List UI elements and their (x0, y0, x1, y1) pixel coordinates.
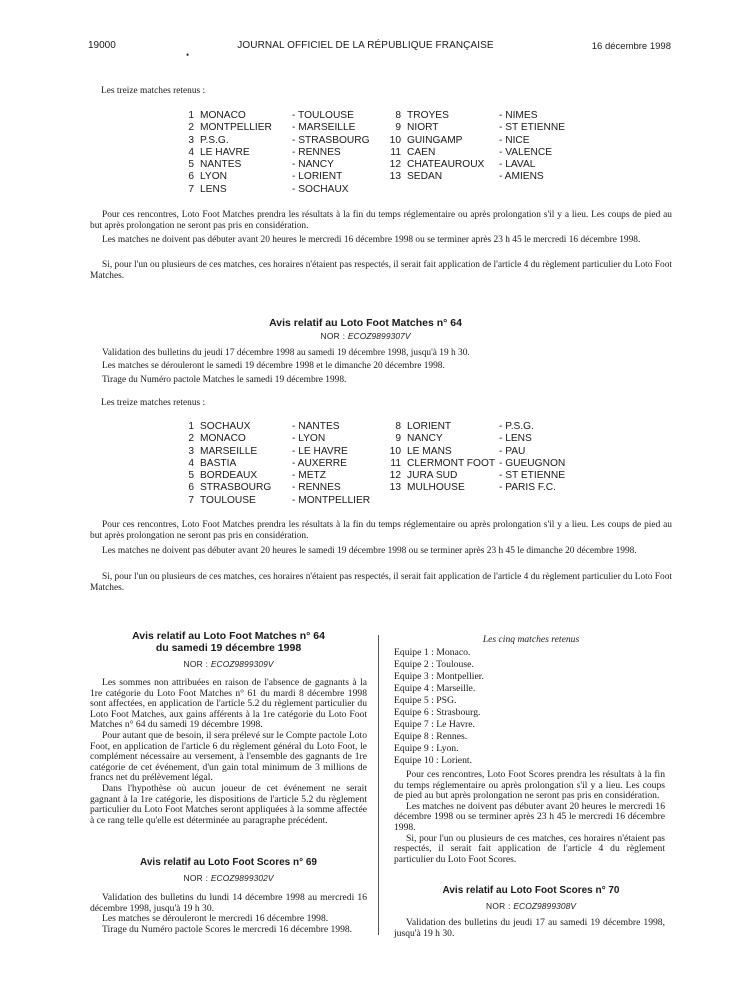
away-team: - LAVAL (499, 159, 536, 171)
away-team: - METZ (292, 470, 326, 482)
left-col-scores-validation: Validation des bulletins du lundi 14 décembre 1998 au mercredi 16 décembre 1998, jusqu'à 19 h 30. (90, 892, 367, 914)
match-number: 3 (188, 134, 194, 146)
match-number: 1 (188, 421, 194, 432)
home-team: LE HAVRE (200, 146, 250, 158)
team-item: Equipe 8 : Rennes. (394, 731, 468, 742)
left-col-title-line-1: Avis relatif au Loto Foot Matches n° 64 (132, 630, 325, 642)
nor-label: NOR : (320, 331, 346, 341)
left-col-scores-draw: Tirage du Numéro pactole Scores le mercredi 16 décembre 1998. (102, 923, 353, 935)
match-row (389, 421, 589, 433)
right-col-heading: Les cinq matches retenus (482, 634, 580, 645)
match-number: 7 (188, 183, 194, 195)
nor-code: ECOZ9899308V (513, 901, 577, 911)
away-team: - LE HAVRE (292, 445, 348, 457)
match-number: 6 (188, 171, 194, 183)
match-number: 10 (389, 445, 401, 457)
home-team: GUINGAMP (407, 134, 463, 146)
left-col-nor-2 (90, 873, 367, 883)
away-team: - SOCHAUX (292, 183, 349, 195)
nor-label: NOR : (183, 873, 209, 883)
match-row (182, 171, 392, 183)
home-team: STRASBOURG (200, 482, 272, 494)
away-team: - PARIS F.C. (499, 482, 556, 494)
away-team: - NIMES (499, 110, 538, 121)
match-row (182, 147, 392, 159)
match-number: 9 (395, 122, 401, 134)
nor-label: NOR : (183, 659, 209, 669)
right-col-para-2: Les matches ne doivent pas débuter avant 20 heures le mercredi 16 décembre 1998 ou se terminer après 23 h 45 le mercredi 16 décembre 1998. (394, 800, 665, 833)
section-b-matches-left (182, 421, 392, 507)
home-team: MULHOUSE (407, 482, 465, 494)
match-number: 1 (188, 110, 194, 121)
team-item: Equipe 6 : Strasbourg. (394, 707, 481, 718)
left-col-para-3: Dans l'hypothèse où aucun joueur de cet événement ne serait gagnant à la 1re catégorie, les dispositions de l'article 5.2 du règlement particulier du Loto Foot Matches seront appliquées à la somme affectée à ce rang telle qu'elle est déterminée au paragraphe précédent. (90, 782, 367, 826)
match-row (182, 184, 392, 196)
home-team: NIORT (407, 122, 439, 134)
away-team: - LENS (499, 433, 532, 445)
section-a-matches-right (389, 110, 589, 184)
left-col-body (90, 678, 367, 826)
right-col-para-3: Si, pour l'un ou plusieurs de ces matches, ces horaires n'étaient pas respectés, il serait fait application de l'article 4 du règlement particulier du Loto Foot Scores. (394, 832, 665, 865)
home-team: CHATEAUROUX (407, 159, 485, 171)
section-b-intro: Les treize matches retenus : (101, 398, 206, 408)
right-col-team-list (394, 647, 664, 767)
home-team: SEDAN (407, 171, 443, 183)
print-dot: • (186, 50, 190, 60)
section-b-nor (0, 331, 731, 341)
team-item: Equipe 4 : Marseille. (394, 683, 476, 694)
home-team: LYON (200, 171, 227, 183)
section-b-para-1: Pour ces rencontres, Loto Foot Matches prendra les résultats à la fin du temps réglementaire ou après prolongation s'il y a lieu. Les coups de pied au but après prolongation ne seront pas pris en considération. (90, 520, 672, 541)
home-team: CAEN (407, 146, 436, 158)
match-row (389, 433, 589, 445)
away-team: - MARSEILLE (292, 122, 356, 134)
away-team: - STRASBOURG (292, 134, 370, 146)
section-b-para-2: Les matches ne doivent pas débuter avant 20 heures le samedi 19 décembre 1998 ou se terminer après 23 h 45 le dimanche 20 décembre 1998. (102, 546, 637, 556)
match-row (182, 122, 392, 134)
match-row (389, 171, 589, 183)
match-number: 8 (395, 110, 401, 121)
match-row (389, 122, 589, 134)
section-a-para-2: Les matches ne doivent pas débuter avant 20 heures le mercredi 16 décembre 1998 ou se terminer après 23 h 45 le mercredi 16 décembre 1998. (102, 235, 641, 245)
right-col-body-2 (394, 918, 665, 939)
match-number: 8 (395, 421, 401, 432)
home-team: MARSEILLE (200, 445, 258, 457)
match-number: 12 (389, 159, 401, 171)
match-number: 13 (389, 171, 401, 183)
left-col-title-2: Avis relatif au Loto Foot Scores n° 69 (140, 857, 317, 868)
section-a-para-1: Pour ces rencontres, Loto Foot Matches prendra les résultats à la fin du temps réglementaire ou après prolongation s'il y a lieu. Les coups de pied au but après prolongation ne seront pas pris en considération. (90, 210, 672, 231)
left-col-title-line-2: du samedi 19 décembre 1998 (155, 642, 302, 654)
left-col-para-2: Pour autant que de besoin, il sera prélevé sur le Compte pactole Loto Foot, en application de l'article 6 du règlement général du Loto Foot, le complément nécessaire au versement, à l'ensemble des gagnants de 1re catégorie de cet événement, d'un gain total minimum de 3 millions de francs net du prélèvement légal. (90, 729, 367, 784)
home-team: MONACO (200, 110, 246, 121)
match-row (182, 470, 392, 482)
away-team: - GUEUGNON (499, 457, 566, 469)
match-number: 11 (390, 146, 401, 158)
away-team: - ST ETIENNE (499, 122, 566, 134)
match-number: 10 (389, 134, 401, 146)
team-item: Equipe 10 : Lorient. (394, 755, 473, 766)
match-row (389, 147, 589, 159)
match-row (182, 446, 392, 458)
home-team: P.S.G. (200, 134, 229, 146)
match-row (389, 110, 589, 122)
match-number: 9 (395, 433, 401, 445)
away-team: - RENNES (292, 146, 341, 158)
section-b-validation: Validation des bulletins du jeudi 17 décembre 1998 au samedi 19 décembre 1998, jusqu'à 19 h 30. (102, 348, 470, 358)
match-number: 2 (188, 122, 194, 134)
match-row (182, 458, 392, 470)
team-item: Equipe 2 : Toulouse. (394, 659, 474, 670)
home-team: MONTPELLIER (200, 122, 272, 134)
journal-title: JOURNAL OFFICIEL DE LA RÉPUBLIQUE FRANÇAISE (237, 40, 494, 51)
away-team: - LORIENT (292, 171, 343, 183)
match-row (182, 110, 392, 122)
match-number: 4 (188, 146, 194, 158)
right-col-body (394, 770, 665, 865)
section-b-dates: Les matches se dérouleront le samedi 19 décembre 1998 et le dimanche 20 décembre 1998. (102, 361, 445, 371)
match-row (389, 458, 589, 470)
match-row (182, 433, 392, 445)
away-team: - ST ETIENNE (499, 470, 566, 482)
nor-label: NOR : (485, 901, 511, 911)
home-team: TOULOUSE (200, 494, 256, 506)
home-team: NANTES (200, 159, 242, 171)
away-team: - NANCY (292, 159, 334, 171)
right-col-nor-2 (390, 901, 672, 911)
page-number: 19000 (88, 40, 116, 51)
away-team: - AUXERRE (292, 457, 347, 469)
away-team: - TOULOUSE (292, 110, 354, 121)
issue-date: 16 décembre 1998 (591, 41, 671, 52)
home-team: LENS (200, 183, 227, 195)
match-row (389, 135, 589, 147)
left-col-title (90, 630, 367, 654)
match-row (182, 421, 392, 433)
away-team: - PAU (499, 445, 526, 457)
match-number: 2 (188, 433, 194, 445)
match-row (389, 482, 589, 494)
section-b-draw: Tirage du Numéro pactole Matches le samedi 19 décembre 1998. (102, 375, 347, 385)
away-team: - LYON (292, 433, 326, 445)
match-number: 13 (389, 482, 401, 494)
home-team: TROYES (407, 110, 449, 121)
home-team: MONACO (200, 433, 246, 445)
home-team: NANCY (407, 433, 443, 445)
away-team: - NANTES (292, 421, 340, 432)
home-team: LORIENT (407, 421, 452, 432)
away-team: - P.S.G. (499, 421, 534, 432)
match-number: 3 (188, 445, 194, 457)
away-team: - AMIENS (499, 171, 544, 183)
match-row (182, 159, 392, 171)
right-col-scores-validation: Validation des bulletins du jeudi 17 au samedi 19 décembre 1998, jusqu'à 19 h 30. (394, 917, 665, 939)
left-col-body-2 (90, 893, 367, 935)
match-row (389, 159, 589, 171)
away-team: - MONTPELLIER (292, 494, 371, 506)
left-col-nor (90, 659, 367, 669)
nor-code: ECOZ9899309V (210, 659, 274, 669)
match-row (182, 482, 392, 494)
nor-code: ECOZ9899302V (210, 873, 274, 883)
home-team: JURA SUD (407, 470, 458, 482)
left-col-scores-dates: Les matches se dérouleront le mercredi 16 décembre 1998. (102, 913, 329, 925)
team-item: Equipe 1 : Monaco. (394, 647, 471, 658)
match-row (182, 135, 392, 147)
team-item: Equipe 9 : Lyon. (394, 743, 459, 754)
away-team: - VALENCE (499, 146, 553, 158)
right-col-para-1: Pour ces rencontres, Loto Foot Scores prendra les résultats à la fin du temps réglementaire ou après prolongation s'il y a lieu. Les coups de pied au but après prolongation ne seront pas pris en considération. (394, 769, 665, 802)
home-team: CLERMONT FOOT (407, 457, 496, 469)
away-team: - RENNES (292, 482, 341, 494)
section-b-title: Avis relatif au Loto Foot Matches n° 64 (269, 317, 462, 329)
match-number: 5 (188, 470, 194, 482)
match-number: 6 (188, 482, 194, 494)
team-item: Equipe 3 : Montpellier. (394, 671, 484, 682)
away-team: - NICE (499, 134, 530, 146)
match-number: 5 (188, 159, 194, 171)
match-row (389, 470, 589, 482)
left-col-para-1: Les sommes non attribuées en raison de l'absence de gagnants à la 1re catégorie du Loto Foot Matches n° 61 du mardi 8 décembre 1998 sont affectées, en application de l'article 5.2 du règlement particulier du Loto Foot Matches, aux gains afférents à la 1re catégorie du Loto Foot Matches n° 64 du samedi 19 décembre 1998. (90, 677, 367, 731)
home-team: BORDEAUX (200, 470, 258, 482)
team-item: Equipe 7 : Le Havre. (394, 719, 475, 730)
section-b-matches-right (389, 421, 589, 495)
team-item: Equipe 5 : PSG. (394, 695, 457, 706)
section-a-para-3: Si, pour l'un ou plusieurs de ces matches, ces horaires n'étaient pas respectés, il serait fait application de l'article 4 du règlement particulier du Loto Foot Matches. (90, 260, 672, 281)
column-divider (378, 635, 379, 935)
section-a-intro: Les treize matches retenus : (101, 86, 206, 96)
home-team: SOCHAUX (200, 421, 251, 432)
section-a-matches-left (182, 110, 392, 196)
match-number: 11 (390, 457, 401, 469)
section-b-para-3: Si, pour l'un ou plusieurs de ces matches, ces horaires n'étaient pas respectés, il serait fait application de l'article 4 du règlement particulier du Loto Foot Matches. (90, 572, 672, 593)
match-row (389, 446, 589, 458)
match-number: 7 (188, 494, 194, 506)
nor-code: ECOZ9899307V (347, 331, 411, 341)
match-number: 4 (188, 457, 194, 469)
match-number: 12 (389, 470, 401, 482)
home-team: LE MANS (407, 445, 452, 457)
match-row (182, 495, 392, 507)
right-col-title-2: Avis relatif au Loto Foot Scores n° 70 (442, 885, 620, 896)
home-team: BASTIA (200, 457, 237, 469)
